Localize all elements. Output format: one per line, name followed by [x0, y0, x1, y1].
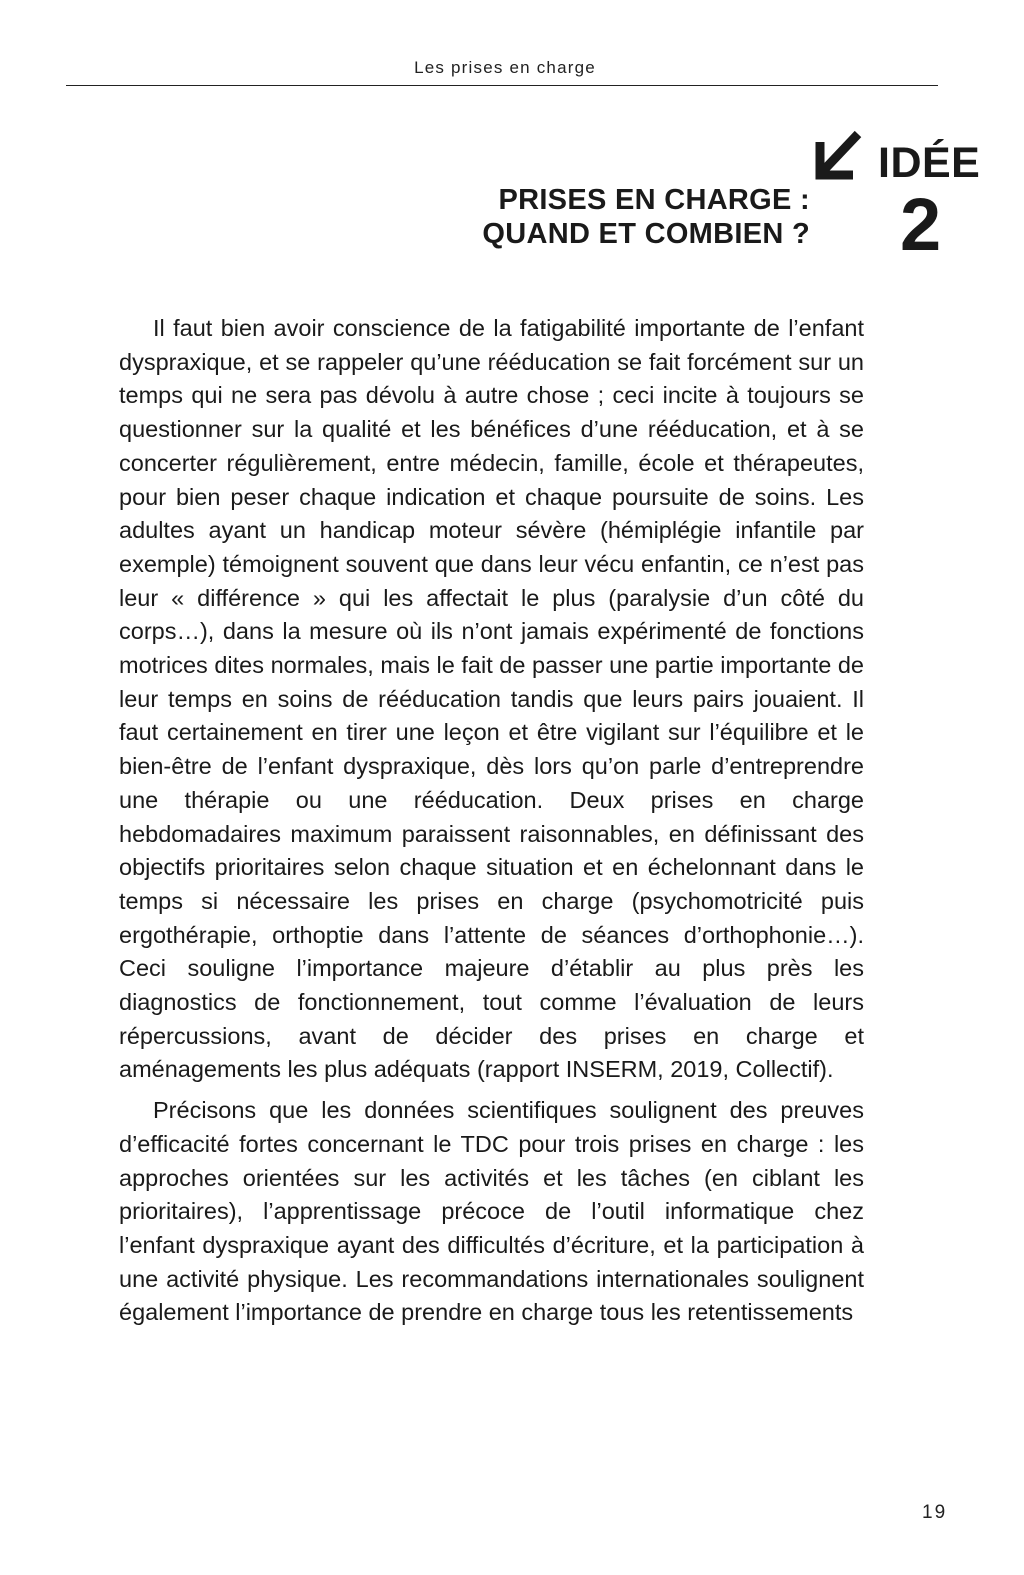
header-rule	[66, 85, 938, 86]
chapter-title	[482, 183, 810, 251]
chapter-title-line-1: PRISES EN CHARGE :	[498, 184, 810, 216]
running-head: Les prises en charge	[414, 58, 596, 77]
paragraph-2: Précisons que les données scientifiques soulignent des preuves d’efficacité fortes concernant le TDC pour trois prises en charge : les approches orientées sur les activités et les tâches (en ciblant les prioritaires), l’apprentissage précoce de l’outil informatique chez l’enfant dyspraxique ayant des difficultés d’écriture, et la participation à une activité physique. Les recommandations internationales soulignent également l’importance de prendre en charge tous les retentissements	[119, 1097, 864, 1326]
page-number: 19	[922, 1502, 948, 1523]
arrow-down-left-icon	[812, 128, 864, 184]
body-text	[119, 312, 864, 1337]
paragraph-1: Il faut bien avoir conscience de la fatigabilité importante de l’enfant dyspraxique, et se rappeler qu’une rééducation se fait forcément sur un temps qui ne sera pas dévolu à autre chose ; ceci incite à toujours se questionner sur la qualité et les bénéfices d’une rééducation, et à se concerter régulièrement, entre médecin, famille, école et thérapeutes, pour bien peser chaque indication et chaque poursuite de soins. Les adultes ayant un handicap moteur sévère (hémiplégie infantile par exemple) témoignent souvent que dans leur vécu enfantin, ce n’est pas leur « différence » qui les affectait le plus (paralysie d’un côté du corps…), dans la mesure où ils n’ont jamais expérimenté de fonctions motrices dites normales, mais le fait de passer une partie importante de leur temps en soins de rééducation tandis que leurs pairs jouaient. Il faut certainement en tirer une leçon et être vigilant sur l’équilibre et le bien-être de l’enfant dyspraxique, dès lors qu’on parle d’entreprendre une thérapie ou une rééducation. Deux prises en charge hebdomadaires maximum paraissent raisonnables, en définissant des objectifs prioritaires selon chaque situation et en échelonnant dans le temps si nécessaire les prises en charge (psychomotricité puis ergothérapie, orthoptie dans l’attente de séances d’orthophonie…). Ceci souligne l’importance majeure d’établir au plus près les diagnostics de fonctionnement, tout comme l’évaluation de leurs répercussions, avant de décider des prises en charge et aménagements les plus adéquats (rapport INSERM, 2019, Collectif).	[119, 315, 864, 1083]
chapter-title-line-2: QUAND ET COMBIEN ?	[482, 218, 810, 250]
idea-number: 2	[900, 183, 942, 266]
idea-label: IDÉE	[878, 139, 981, 187]
